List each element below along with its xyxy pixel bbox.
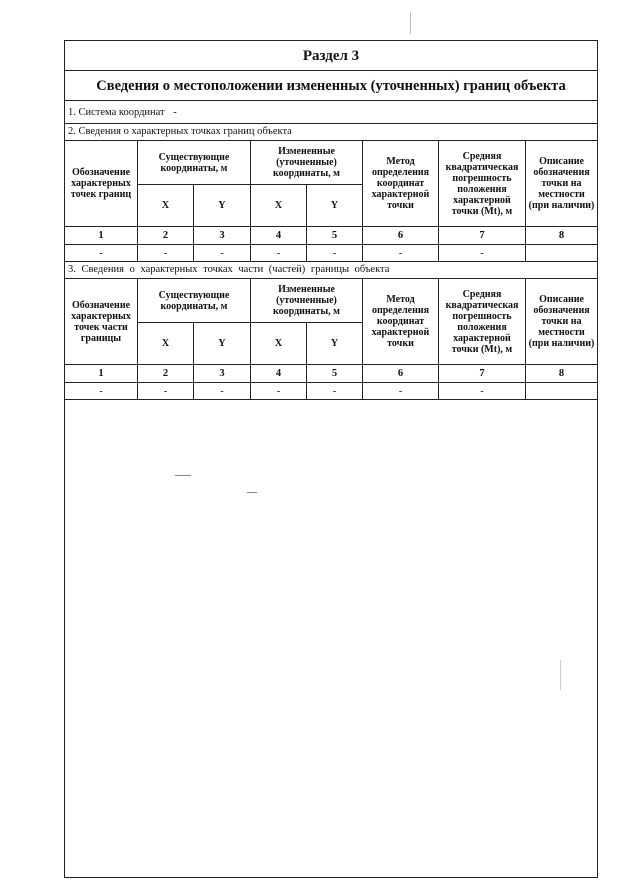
- table-cell: -: [194, 245, 251, 262]
- scan-artifact: [410, 12, 411, 34]
- header-point-designation: Обозначение характерных точек части границы: [65, 279, 138, 365]
- table-cell: [526, 245, 598, 262]
- column-number: 3: [194, 365, 251, 383]
- table-cell: [526, 383, 598, 400]
- table-cell: -: [138, 383, 194, 400]
- table-cell: -: [439, 383, 526, 400]
- header-error: Средняя квадратическая погрешность положения характерной точки (Mt), м: [439, 279, 526, 365]
- boundary-part-points-table: [64, 278, 598, 400]
- column-number: 2: [138, 365, 194, 383]
- table-row: [65, 245, 598, 262]
- column-numbers-row: [65, 227, 598, 245]
- header-error: Средняя квадратическая погрешность положения характерной точки (Mt), м: [439, 141, 526, 227]
- table-cell: -: [194, 383, 251, 400]
- column-number: 4: [251, 365, 307, 383]
- column-number: 6: [363, 227, 439, 245]
- coordinate-system-row: [65, 101, 597, 124]
- column-number: 1: [65, 365, 138, 383]
- column-number: 4: [251, 227, 307, 245]
- table-cell: -: [138, 245, 194, 262]
- column-number: 7: [439, 227, 526, 245]
- header-description: Описание обозначения точки на местности (при наличии): [526, 141, 598, 227]
- header-method: Метод определения координат характерной точки: [363, 141, 439, 227]
- scan-artifact: [247, 492, 257, 493]
- header-existing-y: Y: [194, 185, 251, 227]
- scan-artifact: [560, 660, 561, 690]
- table-cell: -: [65, 383, 138, 400]
- column-number: 2: [138, 227, 194, 245]
- main-title: Сведения о местоположении измененных (уточненных) границ объекта: [65, 71, 597, 101]
- header-existing-coords: Существующие координаты, м: [138, 141, 251, 185]
- column-numbers-row: [65, 365, 598, 383]
- table-cell: -: [251, 383, 307, 400]
- header-method: Метод определения координат характерной точки: [363, 279, 439, 365]
- header-changed-x: X: [251, 323, 307, 365]
- header-changed-x: X: [251, 185, 307, 227]
- table-cell: -: [65, 245, 138, 262]
- header-existing-x: X: [138, 323, 194, 365]
- table-row: [65, 383, 598, 400]
- column-number: 8: [526, 227, 598, 245]
- header-changed-y: Y: [307, 323, 363, 365]
- column-number: 5: [307, 365, 363, 383]
- table-cell: -: [363, 383, 439, 400]
- table-cell: -: [251, 245, 307, 262]
- header-description: Описание обозначения точки на местности (при наличии): [526, 279, 598, 365]
- header-changed-coords: Измененные (уточненные) координаты, м: [251, 279, 363, 323]
- scan-artifact: [175, 475, 191, 476]
- table1-label: 2. Сведения о характерных точках границ объекта: [65, 124, 597, 141]
- column-number: 6: [363, 365, 439, 383]
- column-number: 8: [526, 365, 598, 383]
- coordinate-system-label: 1. Система координат: [68, 107, 165, 118]
- document-page: [64, 40, 598, 878]
- table2-label: 3. Сведения о характерных точках части (частей) границы объекта: [65, 262, 597, 279]
- header-changed-coords: Измененные (уточненные) координаты, м: [251, 141, 363, 185]
- table-cell: -: [307, 245, 363, 262]
- table-cell: -: [363, 245, 439, 262]
- header-existing-coords: Существующие координаты, м: [138, 279, 251, 323]
- table-cell: -: [307, 383, 363, 400]
- section-title: Раздел 3: [65, 41, 597, 71]
- header-existing-x: X: [138, 185, 194, 227]
- column-number: 1: [65, 227, 138, 245]
- column-number: 3: [194, 227, 251, 245]
- table-cell: -: [439, 245, 526, 262]
- column-number: 7: [439, 365, 526, 383]
- header-point-designation: Обозначение характерных точек границ: [65, 141, 138, 227]
- header-existing-y: Y: [194, 323, 251, 365]
- boundary-points-table: [64, 140, 598, 262]
- header-changed-y: Y: [307, 185, 363, 227]
- coordinate-system-value: -: [173, 107, 177, 118]
- column-number: 5: [307, 227, 363, 245]
